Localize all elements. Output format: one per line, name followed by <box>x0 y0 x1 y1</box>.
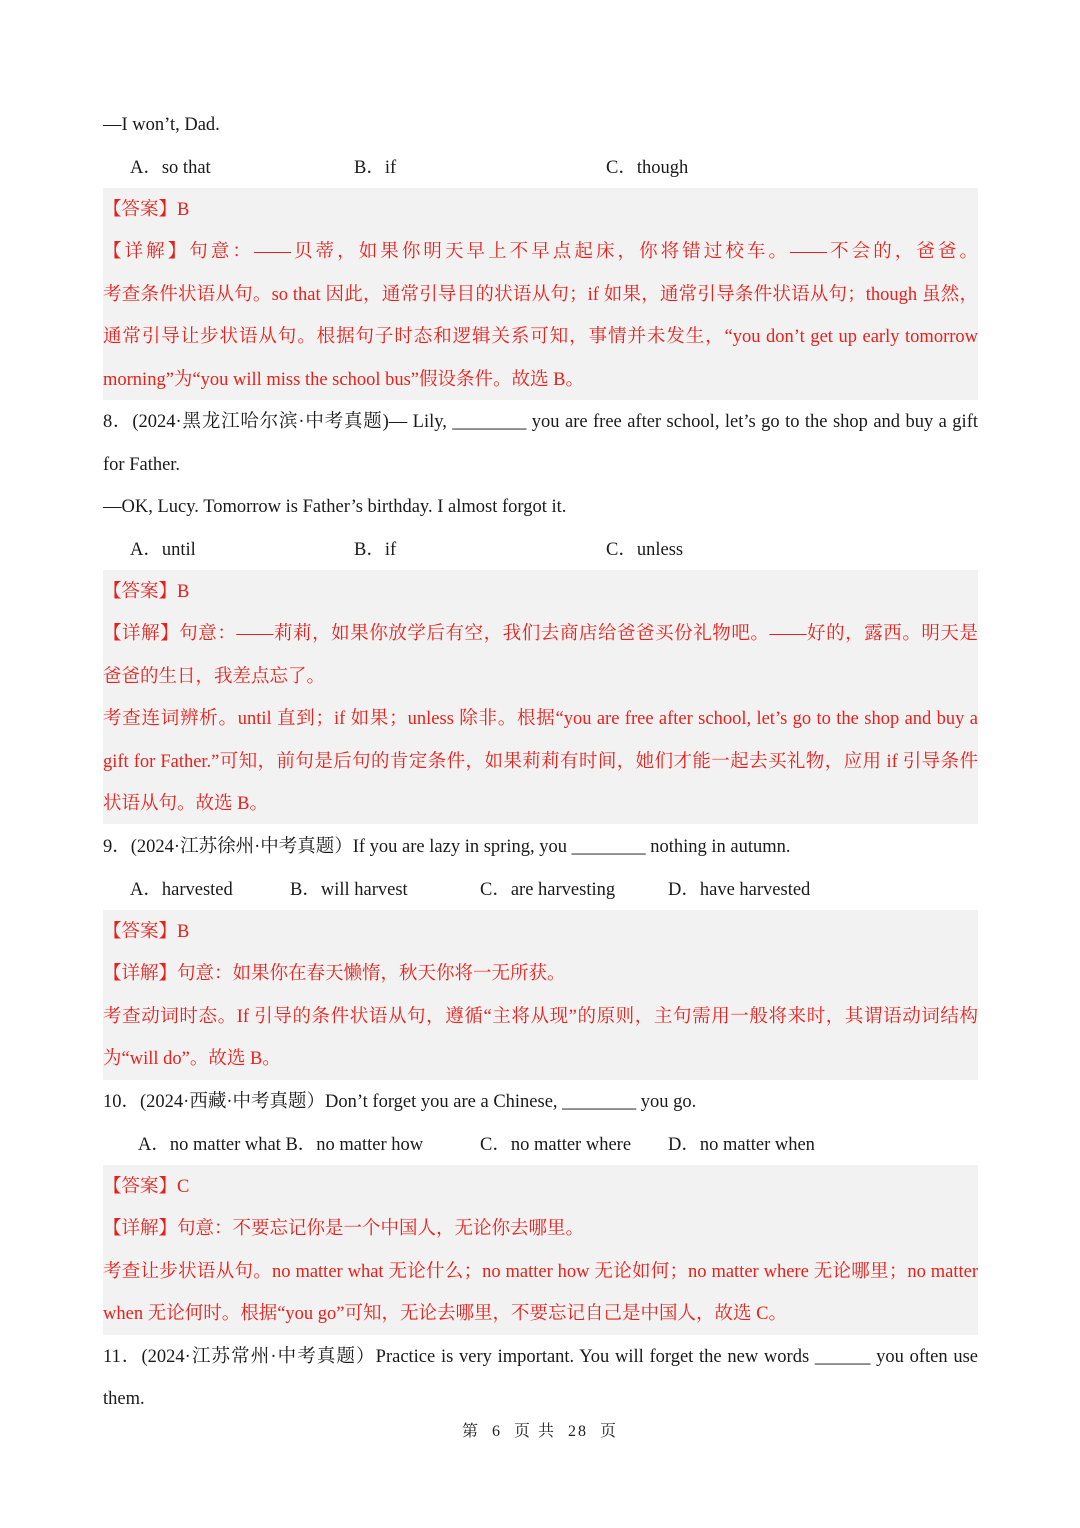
q9-option-a: A．harvested <box>130 880 233 900</box>
q10-option-c: C．no matter where <box>480 1135 632 1155</box>
q8-answer-box <box>103 570 978 824</box>
q11-stem-1: 11．(2024·江苏常州·中考真题）Practice is very important. You will forget the new words ______ you often use <box>103 1347 978 1367</box>
q7-reply: —I won’t, Dad. <box>103 115 220 135</box>
q10-detail: 【详解】句意：不要忘记你是一个中国人，无论你去哪里。 <box>103 1219 585 1239</box>
q9-analysis-2: 为“will do”。故选 B。 <box>103 1049 281 1069</box>
q8-detail-1: 【详解】句意：——莉莉，如果你放学后有空，我们去商店给爸爸买份礼物吧。——好的，露西。明天是 <box>103 624 978 644</box>
q8-detail-2: 爸爸的生日，我差点忘了。 <box>103 667 326 687</box>
q7-detail: 【详解】句意：——贝蒂，如果你明天早上不早点起床，你将错过校车。——不会的，爸爸。 <box>103 242 978 262</box>
q10-stem: 10．(2024·西藏·中考真题）Don’t forget you are a Chinese, ________ you go. <box>103 1092 697 1112</box>
q7-option-c: C．though <box>606 158 689 178</box>
q9-detail: 【详解】句意：如果你在春天懒惰，秋天你将一无所获。 <box>103 964 566 984</box>
page-footer <box>0 1418 1080 1441</box>
q7-analysis-1: 考查条件状语从句。so that 因此，通常引导目的状语从句；if 如果，通常引导条件状语从句；though 虽然， <box>103 285 978 305</box>
q7-analysis-3: morning”为“you will miss the school bus”假设条件。故选 B。 <box>103 370 584 390</box>
q8-option-a: A．until <box>130 540 196 560</box>
q8-stem-1: 8．(2024·黑龙江哈尔滨·中考真题)— Lily, ________ you are free after school, let’s go to the shop and buy a gift <box>103 412 978 432</box>
q10-analysis-2: when 无论何时。根据“you go”可知，无论去哪里，不要忘记自己是中国人，故选 C。 <box>103 1304 787 1324</box>
footer-page-number: 6 <box>491 1423 502 1440</box>
q7-analysis-2: 通常引导让步状语从句。根据句子时态和逻辑关系可知，事情并未发生，“you don’t get up early tomorrow <box>103 327 978 347</box>
footer-total-pages: 28 <box>568 1423 588 1440</box>
q8-stem-2: for Father. <box>103 455 181 475</box>
q8-answer: 【答案】B <box>103 582 190 602</box>
q10-option-d: D．no matter when <box>668 1135 815 1155</box>
q9-analysis-1: 考查动词时态。If 引导的条件状语从句，遵循“主将从现”的原则，主句需用一般将来时，其谓语动词结构 <box>103 1007 978 1027</box>
q8-analysis-1: 考查连词辨析。until 直到；if 如果；unless 除非。根据“you are free after school, let’s go to the shop and buy a <box>103 709 978 729</box>
q11-stem-2: them. <box>103 1389 145 1409</box>
footer-prefix: 第 <box>461 1423 480 1440</box>
q8-option-c: C．unless <box>606 540 684 560</box>
q9-option-c: C．are harvesting <box>480 880 616 900</box>
q10-analysis-1: 考查让步状语从句。no matter what 无论什么；no matter how 无论如何；no matter where 无论哪里；no matter <box>103 1262 978 1282</box>
q7-option-a: A．so that <box>130 158 211 178</box>
footer-mid: 页 共 <box>513 1423 556 1440</box>
q10-option-ab: A．no matter what B．no matter how <box>138 1135 424 1155</box>
footer-suffix: 页 <box>600 1423 619 1440</box>
q9-answer: 【答案】B <box>103 922 190 942</box>
q7-option-b: B．if <box>354 158 397 178</box>
q8-option-b: B．if <box>354 540 397 560</box>
q9-option-b: B．will harvest <box>290 880 408 900</box>
q8-analysis-2: gift for Father.”可知，前句是后句的肯定条件，如果莉莉有时间，她们才能一起去买礼物，应用 if 引导条件 <box>103 752 978 772</box>
q9-option-d: D．have harvested <box>668 880 811 900</box>
q9-stem: 9．(2024·江苏徐州·中考真题）If you are lazy in spring, you ________ nothing in autumn. <box>103 837 791 857</box>
q10-answer: 【答案】C <box>103 1177 190 1197</box>
q8-analysis-3: 状语从句。故选 B。 <box>103 794 268 814</box>
q8-reply: —OK, Lucy. Tomorrow is Father’s birthday. I almost forgot it. <box>103 497 567 517</box>
q7-answer: 【答案】B <box>103 200 190 220</box>
